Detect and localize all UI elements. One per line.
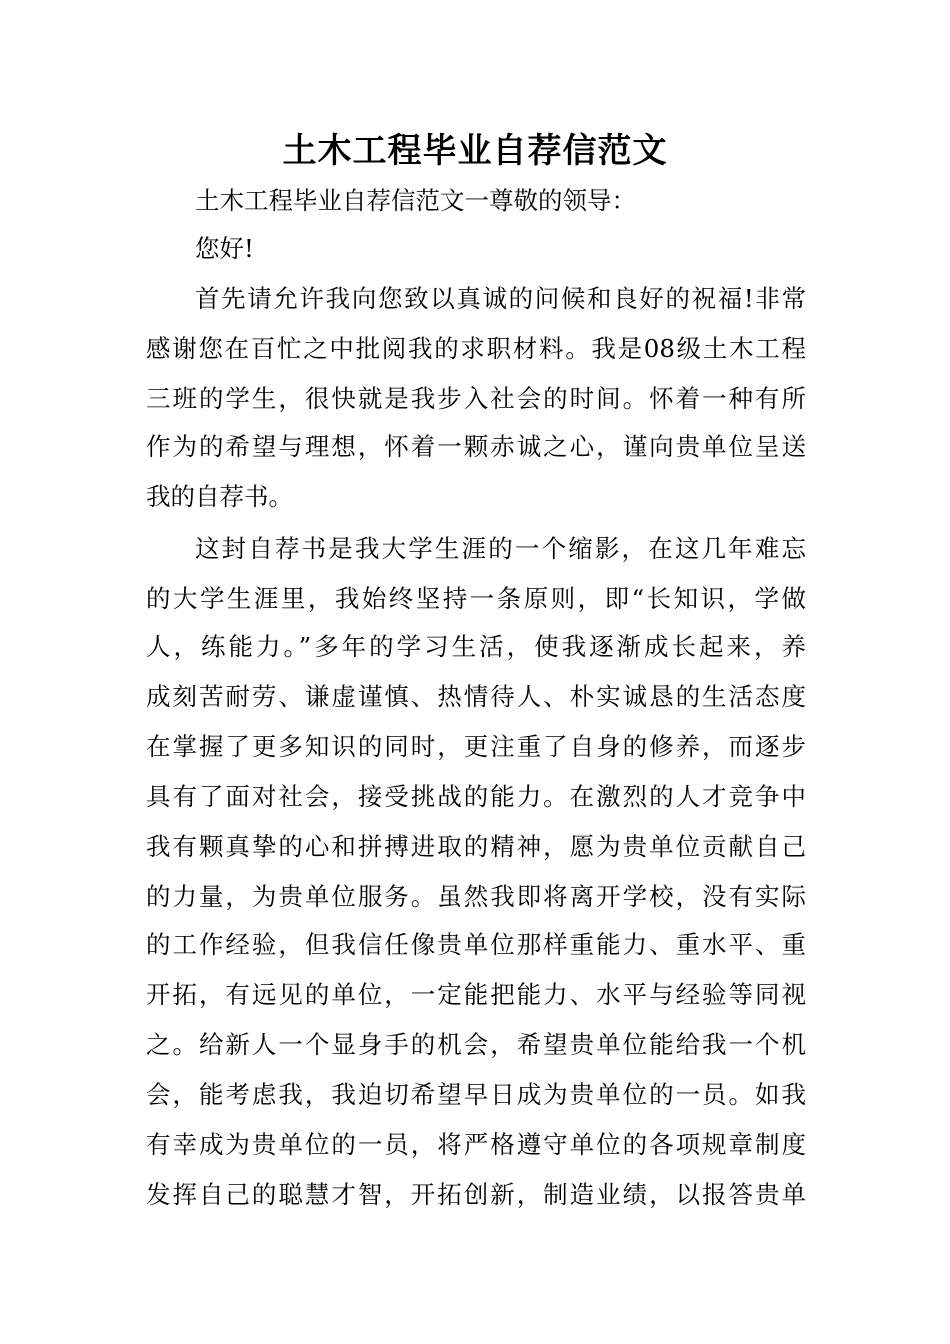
document-title: 土木工程毕业自荐信范文 xyxy=(282,131,668,171)
paragraph2-line: 发挥自己的聪慧才智，开拓创新，制造业绩，以报答贵单 xyxy=(146,1180,806,1209)
paragraph2-line: 有幸成为贵单位的一员，将严格遵守单位的各项规章制度 xyxy=(146,1130,806,1159)
paragraph1-line: 三班的学生，很快就是我步入社会的时间。怀着一种有所 xyxy=(146,384,806,413)
paragraph2-line: 成刻苦耐劳、谦虚谨慎、热情待人、朴实诚恳的生活态度 xyxy=(146,682,806,711)
paragraph2-line: 在掌握了更多知识的同时，更注重了自身的修养，而逐步 xyxy=(146,732,806,761)
paragraph2-line: 的力量，为贵单位服务。虽然我即将离开学校，没有实际 xyxy=(146,882,806,911)
greeting-line: 土木工程毕业自荐信范文一尊敬的领导： xyxy=(195,186,636,215)
paragraph1-line: 感谢您在百忙之中批阅我的求职材料。我是08级土木工程 xyxy=(146,334,806,363)
paragraph2-line: 会，能考虑我，我迫切希望早日成为贵单位的一员。如我 xyxy=(146,1080,806,1109)
paragraph1-line: 我的自荐书。 xyxy=(146,482,293,511)
paragraph2-line: 人，练能力。”多年的学习生活，使我逐渐成长起来，养 xyxy=(146,632,806,661)
paragraph2-line: 我有颗真挚的心和拼搏进取的精神，愿为贵单位贡献自己 xyxy=(146,832,806,861)
paragraph2-line: 之。给新人一个显身手的机会，希望贵单位能给我一个机 xyxy=(146,1030,806,1059)
paragraph2-line: 的工作经验，但我信任像贵单位那样重能力、重水平、重 xyxy=(146,930,806,959)
paragraph1-line: 首先请允许我向您致以真诚的问候和良好的祝福!非常 xyxy=(195,284,806,313)
paragraph2-line: 具有了面对社会，接受挑战的能力。在激烈的人才竞争中 xyxy=(146,782,806,811)
paragraph2-line: 的大学生涯里，我始终坚持一条原则，即“长知识，学做 xyxy=(146,584,806,613)
salutation: 您好! xyxy=(195,234,254,263)
paragraph2-line: 开拓，有远见的单位，一定能把能力、水平与经验等同视 xyxy=(146,980,806,1009)
paragraph1-line: 作为的希望与理想，怀着一颗赤诚之心，谨向贵单位呈送 xyxy=(146,432,806,461)
paragraph2-line: 这封自荐书是我大学生涯的一个缩影，在这几年难忘 xyxy=(195,534,806,563)
